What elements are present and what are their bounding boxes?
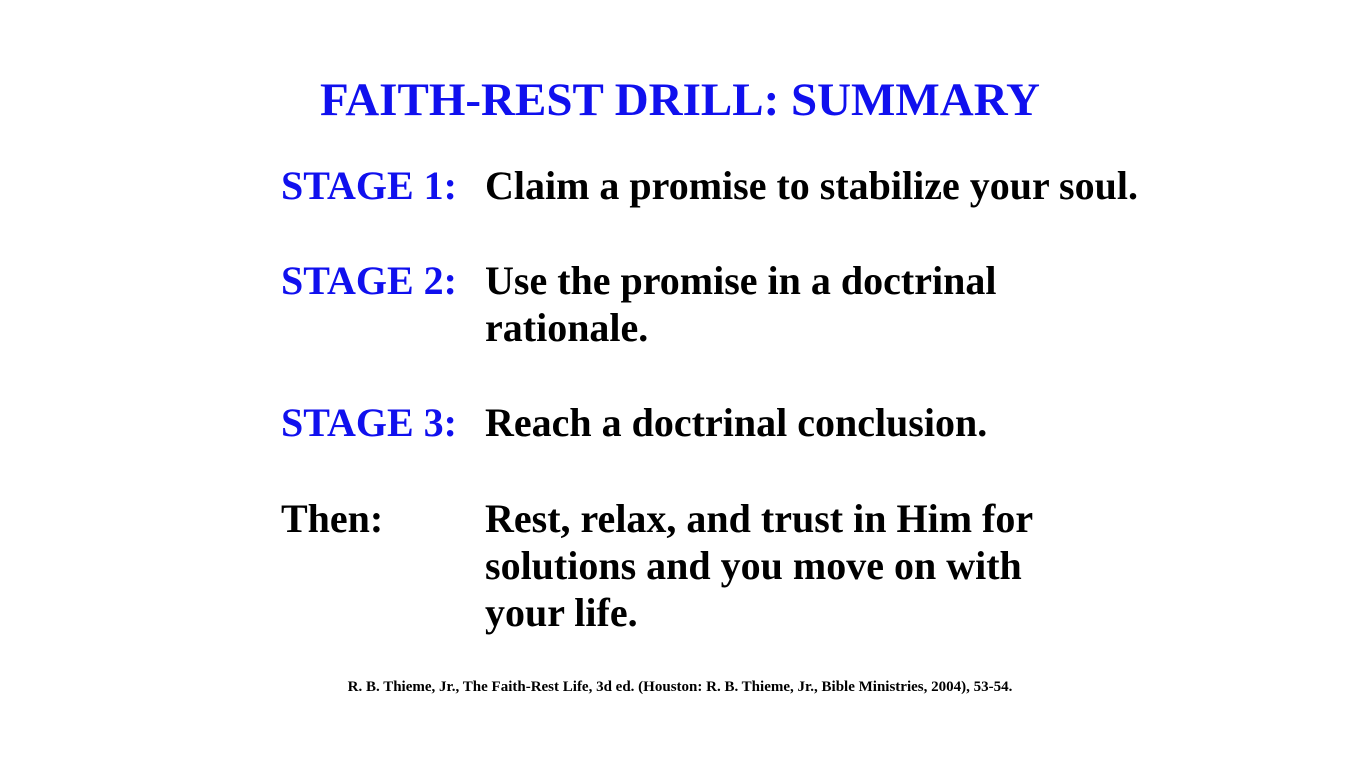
stage-3-label: STAGE 3:: [281, 400, 457, 445]
stage-3-text: Reach a doctrinal conclusion.: [485, 400, 988, 445]
citation: R. B. Thieme, Jr., The Faith-Rest Life, 3d ed. (Houston: R. B. Thieme, Jr., Bible Ministries, 2004), 53-54.: [347, 679, 1013, 695]
stage-1-label: STAGE 1:: [281, 163, 457, 208]
then-label: Then:: [281, 496, 384, 541]
slide-title: FAITH-REST DRILL: SUMMARY: [320, 74, 1040, 126]
stage-2-text: Use the promise in a doctrinal rationale.: [485, 258, 997, 350]
stage-2-label: STAGE 2:: [281, 258, 457, 303]
then-text: Rest, relax, and trust in Him for solutions and you move on with your life.: [485, 496, 1034, 635]
stage-1-text: Claim a promise to stabilize your soul.: [485, 163, 1138, 208]
